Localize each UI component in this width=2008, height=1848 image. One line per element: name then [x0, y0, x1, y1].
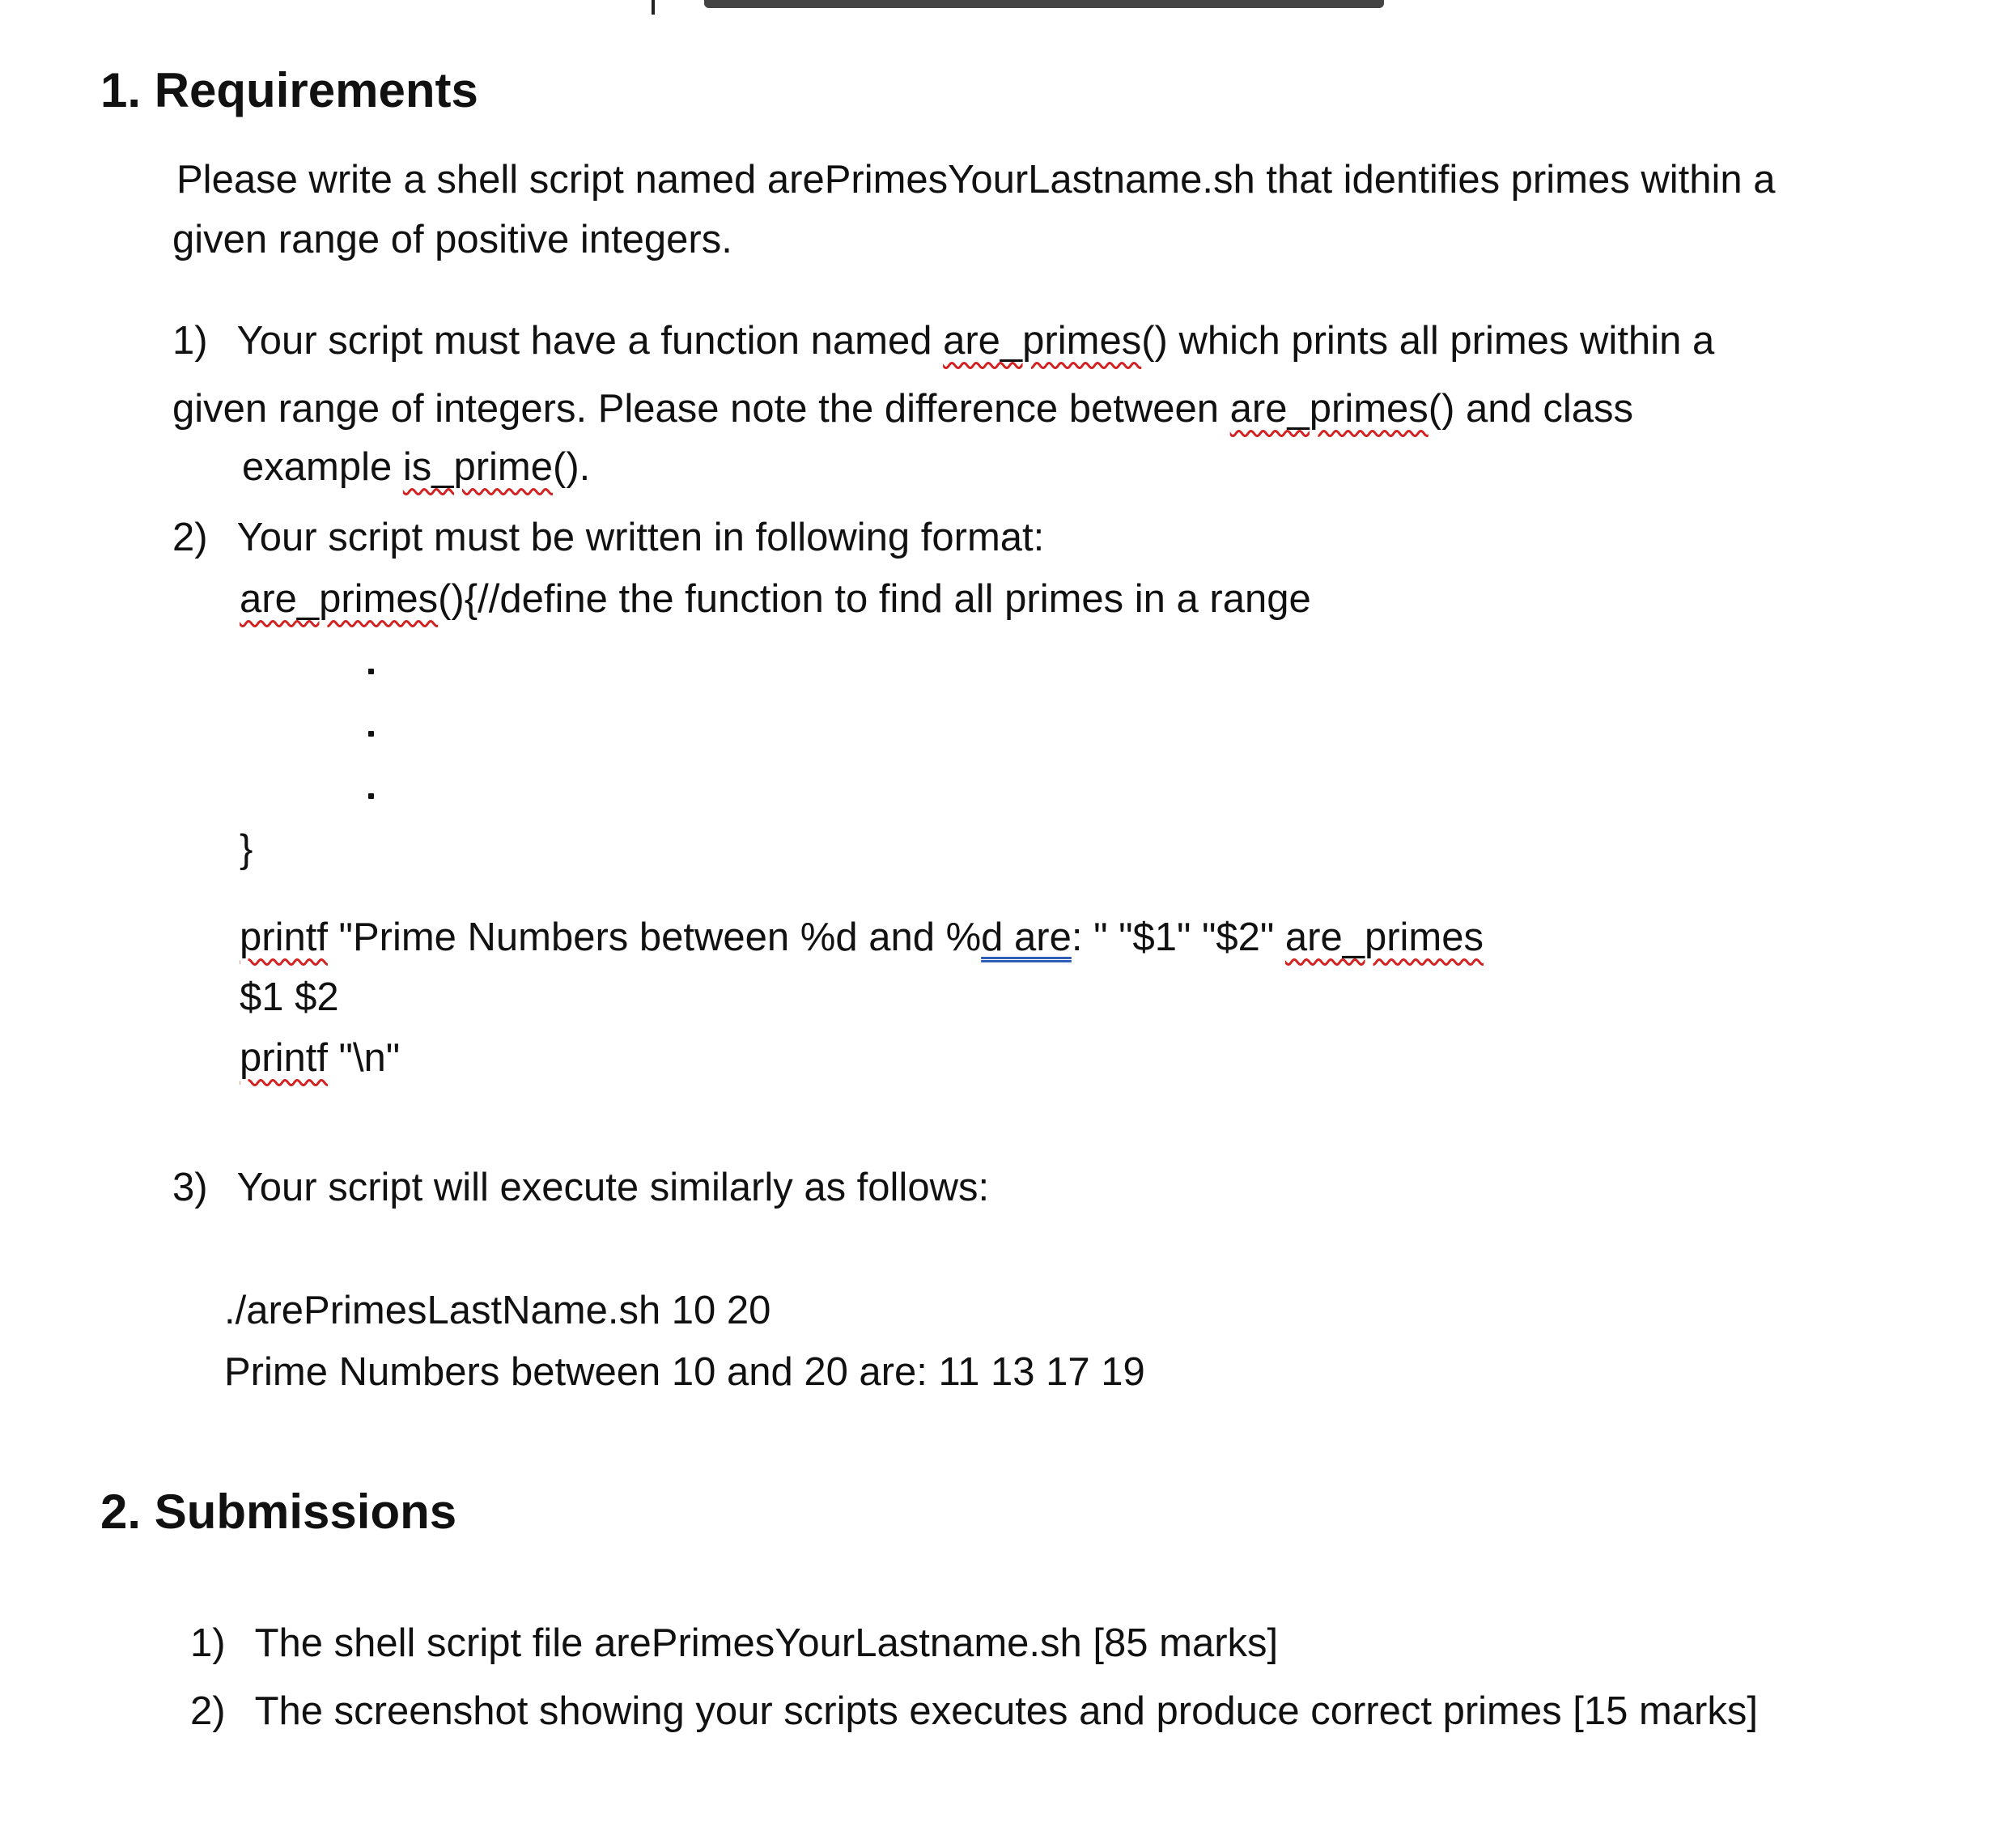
ellipsis-dot [368, 731, 374, 737]
is-prime-ref: is_prime [402, 445, 553, 489]
req-item-3-line: 3) Your script will execute similarly as follows: [172, 1166, 990, 1209]
printf-ref: printf [240, 916, 328, 959]
req-item-3-number: 3) [172, 1166, 208, 1209]
req-item-1-line-1: 1) Your script must have a function named are_primes() which prints all primes within a [172, 319, 1715, 363]
intro-line-2: given range of positive integers. [172, 218, 732, 261]
req-item-2-line: 2) Your script must be written in following format: [172, 516, 1045, 559]
example-output: Prime Numbers between 10 and 20 are: 11 13 17 19 [224, 1350, 1145, 1394]
code-printf-newline: printf "\n" [240, 1036, 401, 1080]
requirements-heading: 1. Requirements [100, 63, 478, 117]
are-primes-ref: are_primes [1284, 916, 1484, 959]
ellipsis-dot [368, 793, 374, 799]
req-item-2-number: 2) [172, 516, 208, 559]
are-primes-ref: are_primes [943, 319, 1142, 363]
printf-ref: printf [240, 1036, 328, 1080]
are-primes-ref: are_primes [1229, 387, 1429, 431]
submission-item-2: 2) The screenshot showing your scripts executes and produce correct primes [15 marks] [190, 1689, 1758, 1733]
intro-line-1: Please write a shell script named arePrimesYourLastname.sh that identifies primes within a [176, 158, 1776, 202]
grammar-flag: d are [981, 916, 1072, 959]
code-args-line: $1 $2 [240, 975, 339, 1019]
example-command: ./arePrimesLastName.sh 10 20 [224, 1289, 771, 1332]
req-item-1-line-3: example is_prime(). [242, 445, 591, 489]
code-close-brace: } [240, 827, 253, 871]
code-printf-line: printf "Prime Numbers between %d and %d are: " "$1" "$2" are_primes [240, 916, 1484, 959]
submissions-heading: 2. Submissions [100, 1485, 457, 1539]
code-function-header: are_primes(){//define the function to find all primes in a range [240, 577, 1311, 621]
submission-item-1: 1) The shell script file arePrimesYourLastname.sh [85 marks] [190, 1621, 1279, 1665]
are-primes-ref: are_primes [240, 577, 439, 621]
page-top-fragment [652, 0, 655, 15]
cut-off-title-fragment [704, 0, 1384, 8]
req-item-1-number: 1) [172, 319, 208, 363]
req-item-1-line-2: given range of integers. Please note the difference between are_primes() and class [172, 387, 1634, 431]
ellipsis-dot [368, 669, 374, 674]
